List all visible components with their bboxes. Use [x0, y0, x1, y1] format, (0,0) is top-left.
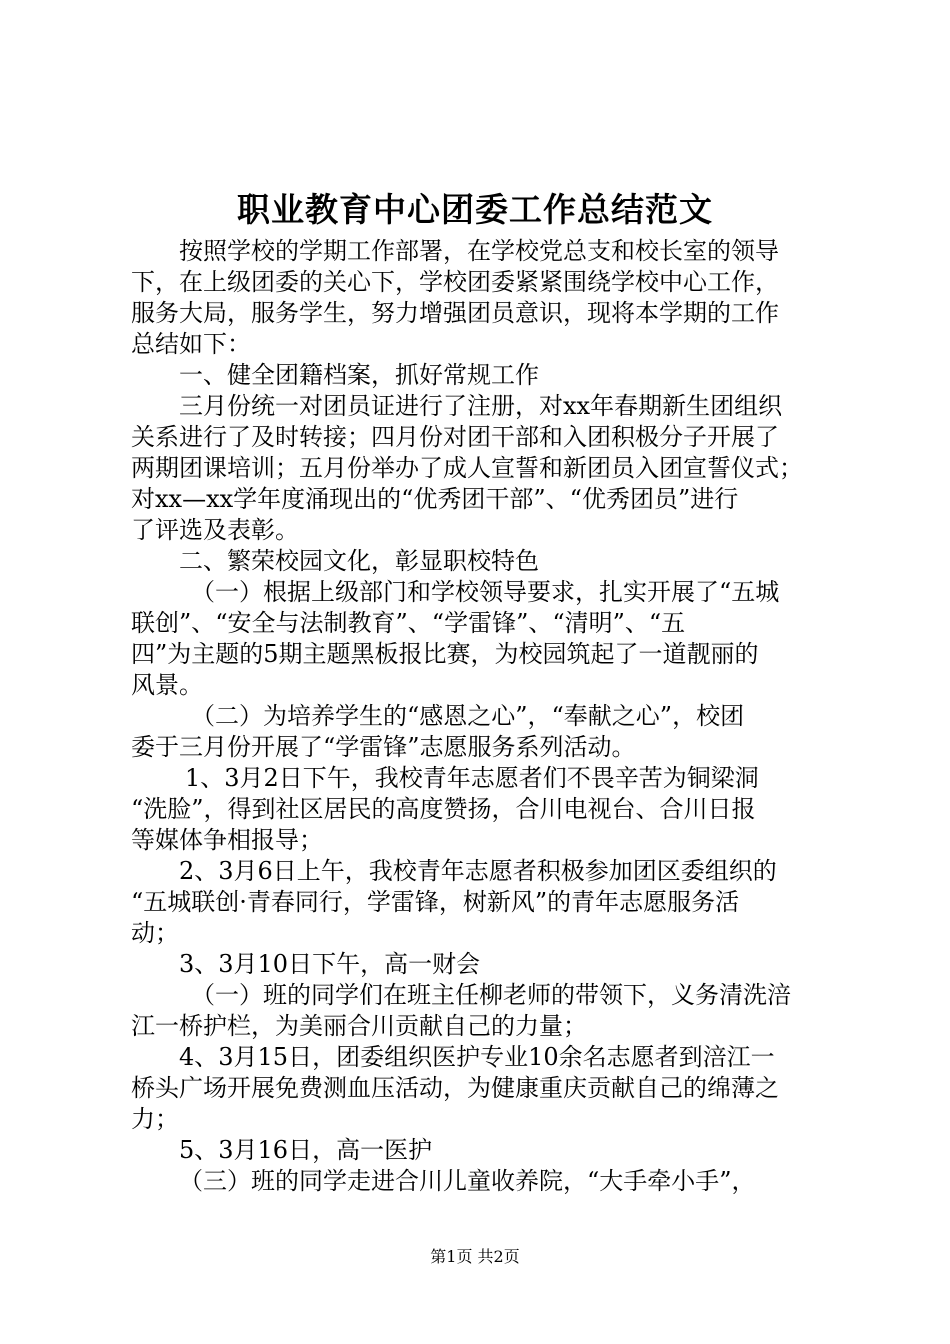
document-title: 职业教育中心团委工作总结范文 — [237, 190, 713, 229]
paragraph-line: 动； — [131, 919, 179, 947]
paragraph-line: （三）班的同学走进合川儿童收养院，“大手牵小手”， — [179, 1167, 756, 1195]
section-heading: 二、繁荣校园文化，彰显职校特色 — [179, 547, 539, 575]
paragraph-line: 联创”、“安全与法制教育”、“学雷锋”、“清明”、“五 — [131, 609, 686, 637]
paragraph-line: 总结如下： — [131, 330, 251, 358]
paragraph-line: 江一桥护栏，为美丽合川贡献自己的力量； — [131, 1012, 587, 1040]
paragraph-line: （一）根据上级部门和学校领导要求，扎实开展了“五城 — [191, 578, 780, 606]
paragraph-line: （二）为培养学生的“感恩之心”，“奉献之心”，校团 — [191, 702, 745, 730]
paragraph-line: 力； — [131, 1105, 179, 1133]
document-body — [131, 236, 835, 1197]
section-heading: 一、健全团籍档案，抓好常规工作 — [179, 361, 539, 389]
paragraph-line: 服务大局，服务学生，努力增强团员意识，现将本学期的工作 — [131, 299, 779, 327]
paragraph-line: 委于三月份开展了“学雷锋”志愿服务系列活动。 — [131, 733, 636, 761]
paragraph-line: 3、3月10日下午，高一财会 — [179, 950, 481, 978]
paragraph-line: “五城联创·青春同行，学雷锋，树新风”的青年志愿服务活 — [131, 888, 740, 916]
paragraph-line: 桥头广场开展免费测血压活动，为健康重庆贡献自己的绵薄之 — [131, 1074, 779, 1102]
paragraph-line: 1、3月2日下午，我校青年志愿者们不畏辛苦为铜梁洞 — [185, 764, 759, 792]
paragraph-line: 风景。 — [131, 671, 203, 699]
paragraph-line: 两期团课培训；五月份举办了成人宣誓和新团员入团宣誓仪式； — [131, 454, 803, 482]
paragraph-line: 按照学校的学期工作部署，在学校党总支和校长室的领导 — [179, 237, 779, 265]
paragraph-line: 三月份统一对团员证进行了注册，对xx年春期新生团组织 — [179, 392, 783, 420]
paragraph-line: 对xx—xx学年度涌现出的“优秀团干部”、“优秀团员”进行 — [131, 485, 739, 513]
paragraph-line: 关系进行了及时转接；四月份对团干部和入团积极分子开展了 — [131, 423, 779, 451]
page-number-footer: 第1页 共2页 — [430, 1247, 520, 1266]
paragraph-line: 2、3月6日上午，我校青年志愿者积极参加团区委组织的 — [179, 857, 777, 885]
paragraph-line: 4、3月15日，团委组织医护专业10余名志愿者到涪江一 — [179, 1043, 775, 1071]
paragraph-line: 四”为主题的5期主题黑板报比赛，为校园筑起了一道靓丽的 — [131, 640, 759, 668]
paragraph-line: 5、3月16日，高一医护 — [179, 1136, 433, 1164]
paragraph-line: 了评选及表彰。 — [131, 516, 299, 544]
paragraph-line: （一）班的同学们在班主任柳老师的带领下，义务清洗涪 — [191, 981, 791, 1009]
paragraph-line: 下，在上级团委的关心下，学校团委紧紧围绕学校中心工作， — [131, 268, 779, 296]
paragraph-line: “洗脸”，得到社区居民的高度赞扬，合川电视台、合川日报 — [131, 795, 756, 823]
paragraph-line: 等媒体争相报导； — [131, 826, 323, 854]
